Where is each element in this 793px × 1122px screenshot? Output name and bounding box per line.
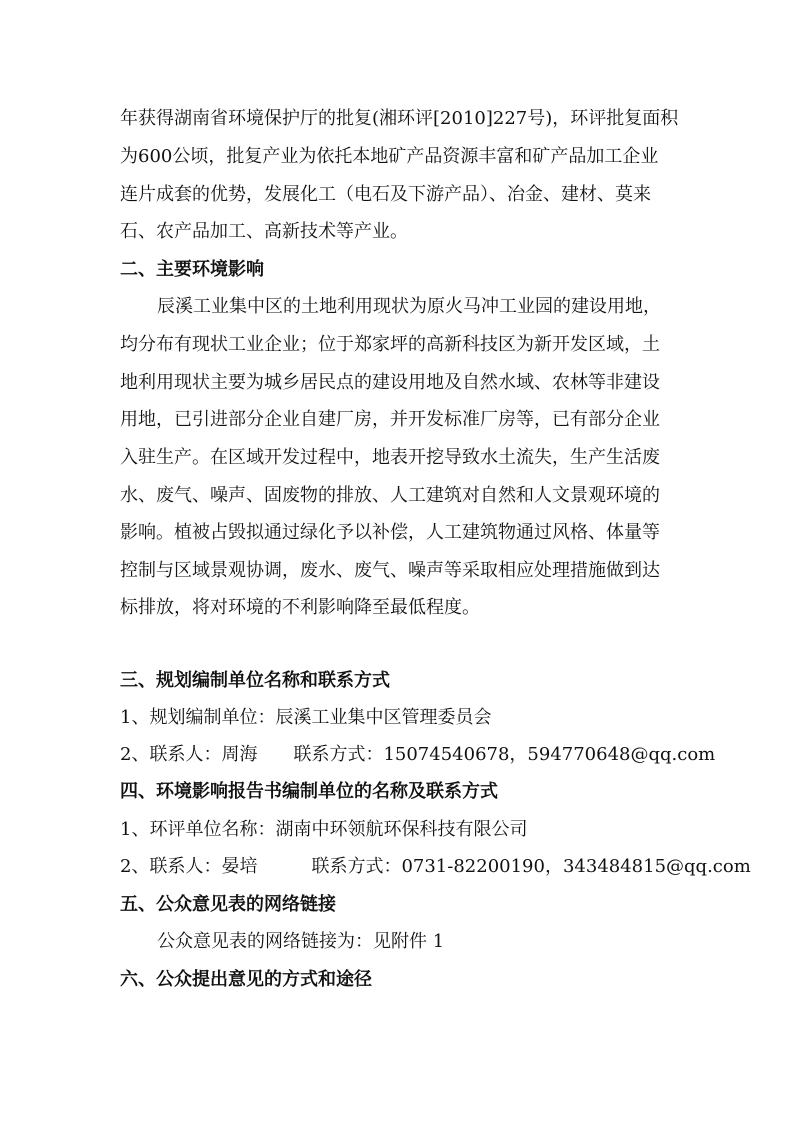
section2-line-5: 入驻生产。在区域开发过程中，地表开挖导致水土流失，生产生活废 xyxy=(120,447,660,468)
intro-line-1: 年获得湖南省环境保护厅的批复(湘环评[2010]227号)，环评批复面积 xyxy=(120,108,679,129)
section2-line-8: 控制与区域景观协调，废水、废气、噪声等采取相应处理措施做到达 xyxy=(120,560,660,581)
section2-heading: 二、主要环境影响 xyxy=(120,259,264,280)
section3-contact: 2、联系人：周海 联系方式：15074540678，594770648@qq.com xyxy=(120,744,716,765)
section3-unit: 1、规划编制单位：辰溪工业集中区管理委员会 xyxy=(120,707,492,728)
section2-line-1: 辰溪工业集中区的土地利用现状为原火马冲工业园的建设用地， xyxy=(157,296,661,317)
intro-line-3: 连片成套的优势，发展化工（电石及下游产品）、冶金、建材、莫来 xyxy=(120,184,651,205)
section2-line-9: 标排放，将对环境的不利影响降至最低程度。 xyxy=(120,597,480,618)
section5-line: 公众意见表的网络链接为：见附件 1 xyxy=(157,931,445,952)
section2-line-6: 水、废气、噪声、固废物的排放、人工建筑对自然和人文景观环境的 xyxy=(120,485,660,506)
section2-line-7: 影响。植被占毁拟通过绿化予以补偿，人工建筑物通过风格、体量等 xyxy=(120,522,660,543)
section4-unit: 1、环评单位名称：湖南中环领航环保科技有限公司 xyxy=(120,819,528,840)
intro-line-4: 石、农产品加工、高新技术等产业。 xyxy=(120,221,408,242)
section3-heading: 三、规划编制单位名称和联系方式 xyxy=(120,670,390,691)
section2-line-4: 用地，已引进部分企业自建厂房，并开发标准厂房等，已有部分企业 xyxy=(120,409,660,430)
section2-line-2: 均分布有现状工业企业；位于郑家坪的高新科技区为新开发区域，土 xyxy=(120,334,660,355)
section4-heading: 四、环境影响报告书编制单位的名称及联系方式 xyxy=(120,781,498,802)
intro-line-2: 为600公顷，批复产业为依托本地矿产品资源丰富和矿产品加工企业 xyxy=(120,146,659,167)
section4-contact: 2、联系人：晏培 联系方式：0731-82200190，343484815@qq.com xyxy=(120,856,751,877)
section6-heading: 六、公众提出意见的方式和途径 xyxy=(120,969,372,990)
section5-heading: 五、公众意见表的网络链接 xyxy=(120,894,336,915)
section2-line-3: 地利用现状主要为城乡居民点的建设用地及自然水域、农林等非建设 xyxy=(120,372,660,393)
